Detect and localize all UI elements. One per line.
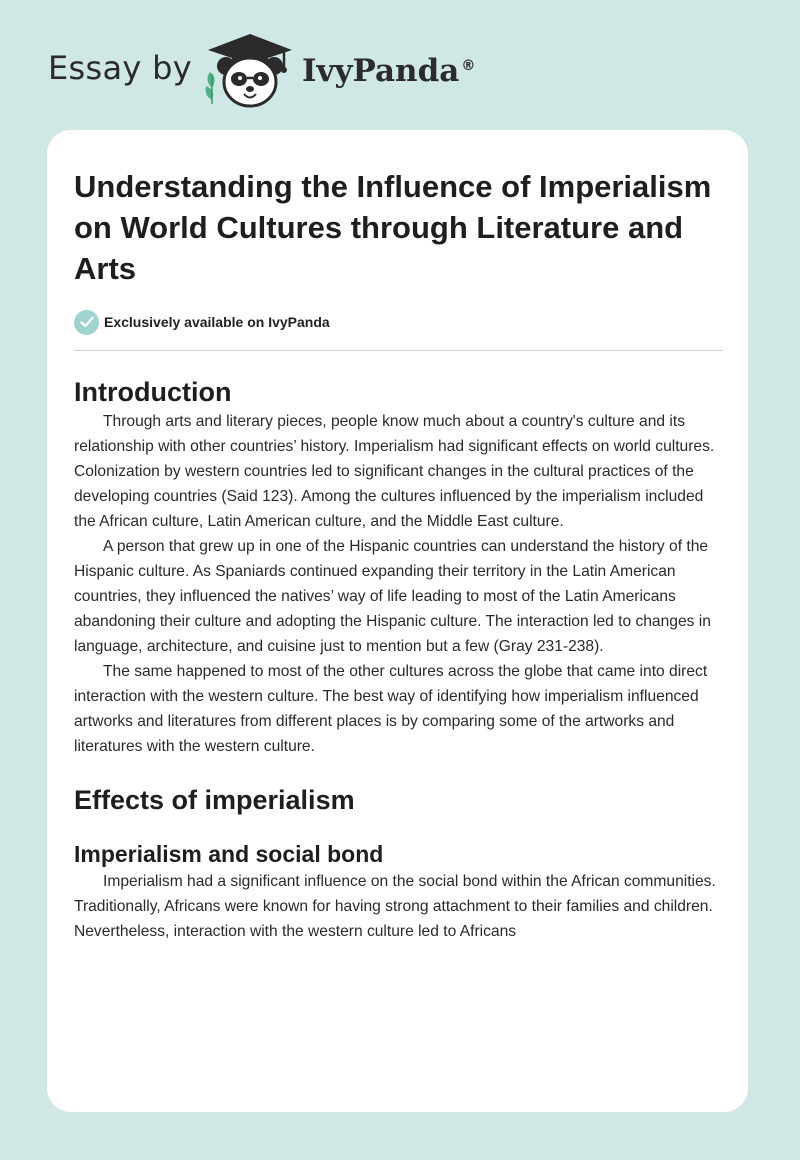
exclusive-badge-text: Exclusively available on IvyPanda (104, 314, 330, 330)
title-divider (74, 350, 723, 351)
essay-card (47, 130, 748, 1112)
brand-name[interactable]: IvyPanda ® (301, 53, 476, 89)
section-heading-effects: Effects of imperialism (74, 785, 355, 815)
essay-by-label: Essay by (48, 49, 192, 87)
site-header (48, 30, 475, 110)
subsection-heading-social-bond: Imperialism and social bond (74, 841, 384, 867)
check-circle-icon (74, 310, 99, 335)
essay-content (74, 130, 723, 944)
section-heading-introduction: Introduction (74, 377, 232, 407)
panda-graduate-icon[interactable] (202, 30, 298, 110)
paragraph: Imperialism had a significant influence on the social bond within the African communities. Traditionally, Africans were known for having strong attachment to their families and children. Nevertheless, interaction with the western culture led to Africans (74, 873, 716, 940)
paragraph: Through arts and literary pieces, people know much about a country's culture and its relationship with other countries’ history. Imperialism had significant effects on world cultures. Colonization by western countries led to significant changes in the cultural practices of the developing countries (Said 123). Among the cultures influenced by the imperialism included the African culture, Latin American culture, and the Middle East culture. (74, 413, 715, 530)
paragraph: A person that grew up in one of the Hispanic countries can understand the history of the Hispanic culture. As Spaniards continued expanding their territory in the Latin American countries, they influenced the natives’ way of life leading to most of the Latin Americans abandoning their culture and adopting the Hispanic culture. The interaction led to changes in language, architecture, and cuisine just to mention but a few (Gray 231-238). (74, 538, 711, 655)
essay-title: Understanding the Influence of Imperialism on World Cultures through Literature and Arts (74, 169, 712, 286)
paragraph: The same happened to most of the other cultures across the globe that came into direct interaction with the western culture. The best way of identifying how imperialism influenced artworks and literatures from different places is by comparing some of the artworks and literatures with the western culture. (74, 663, 708, 755)
exclusive-badge (74, 309, 723, 335)
registered-mark: ® (461, 57, 476, 74)
